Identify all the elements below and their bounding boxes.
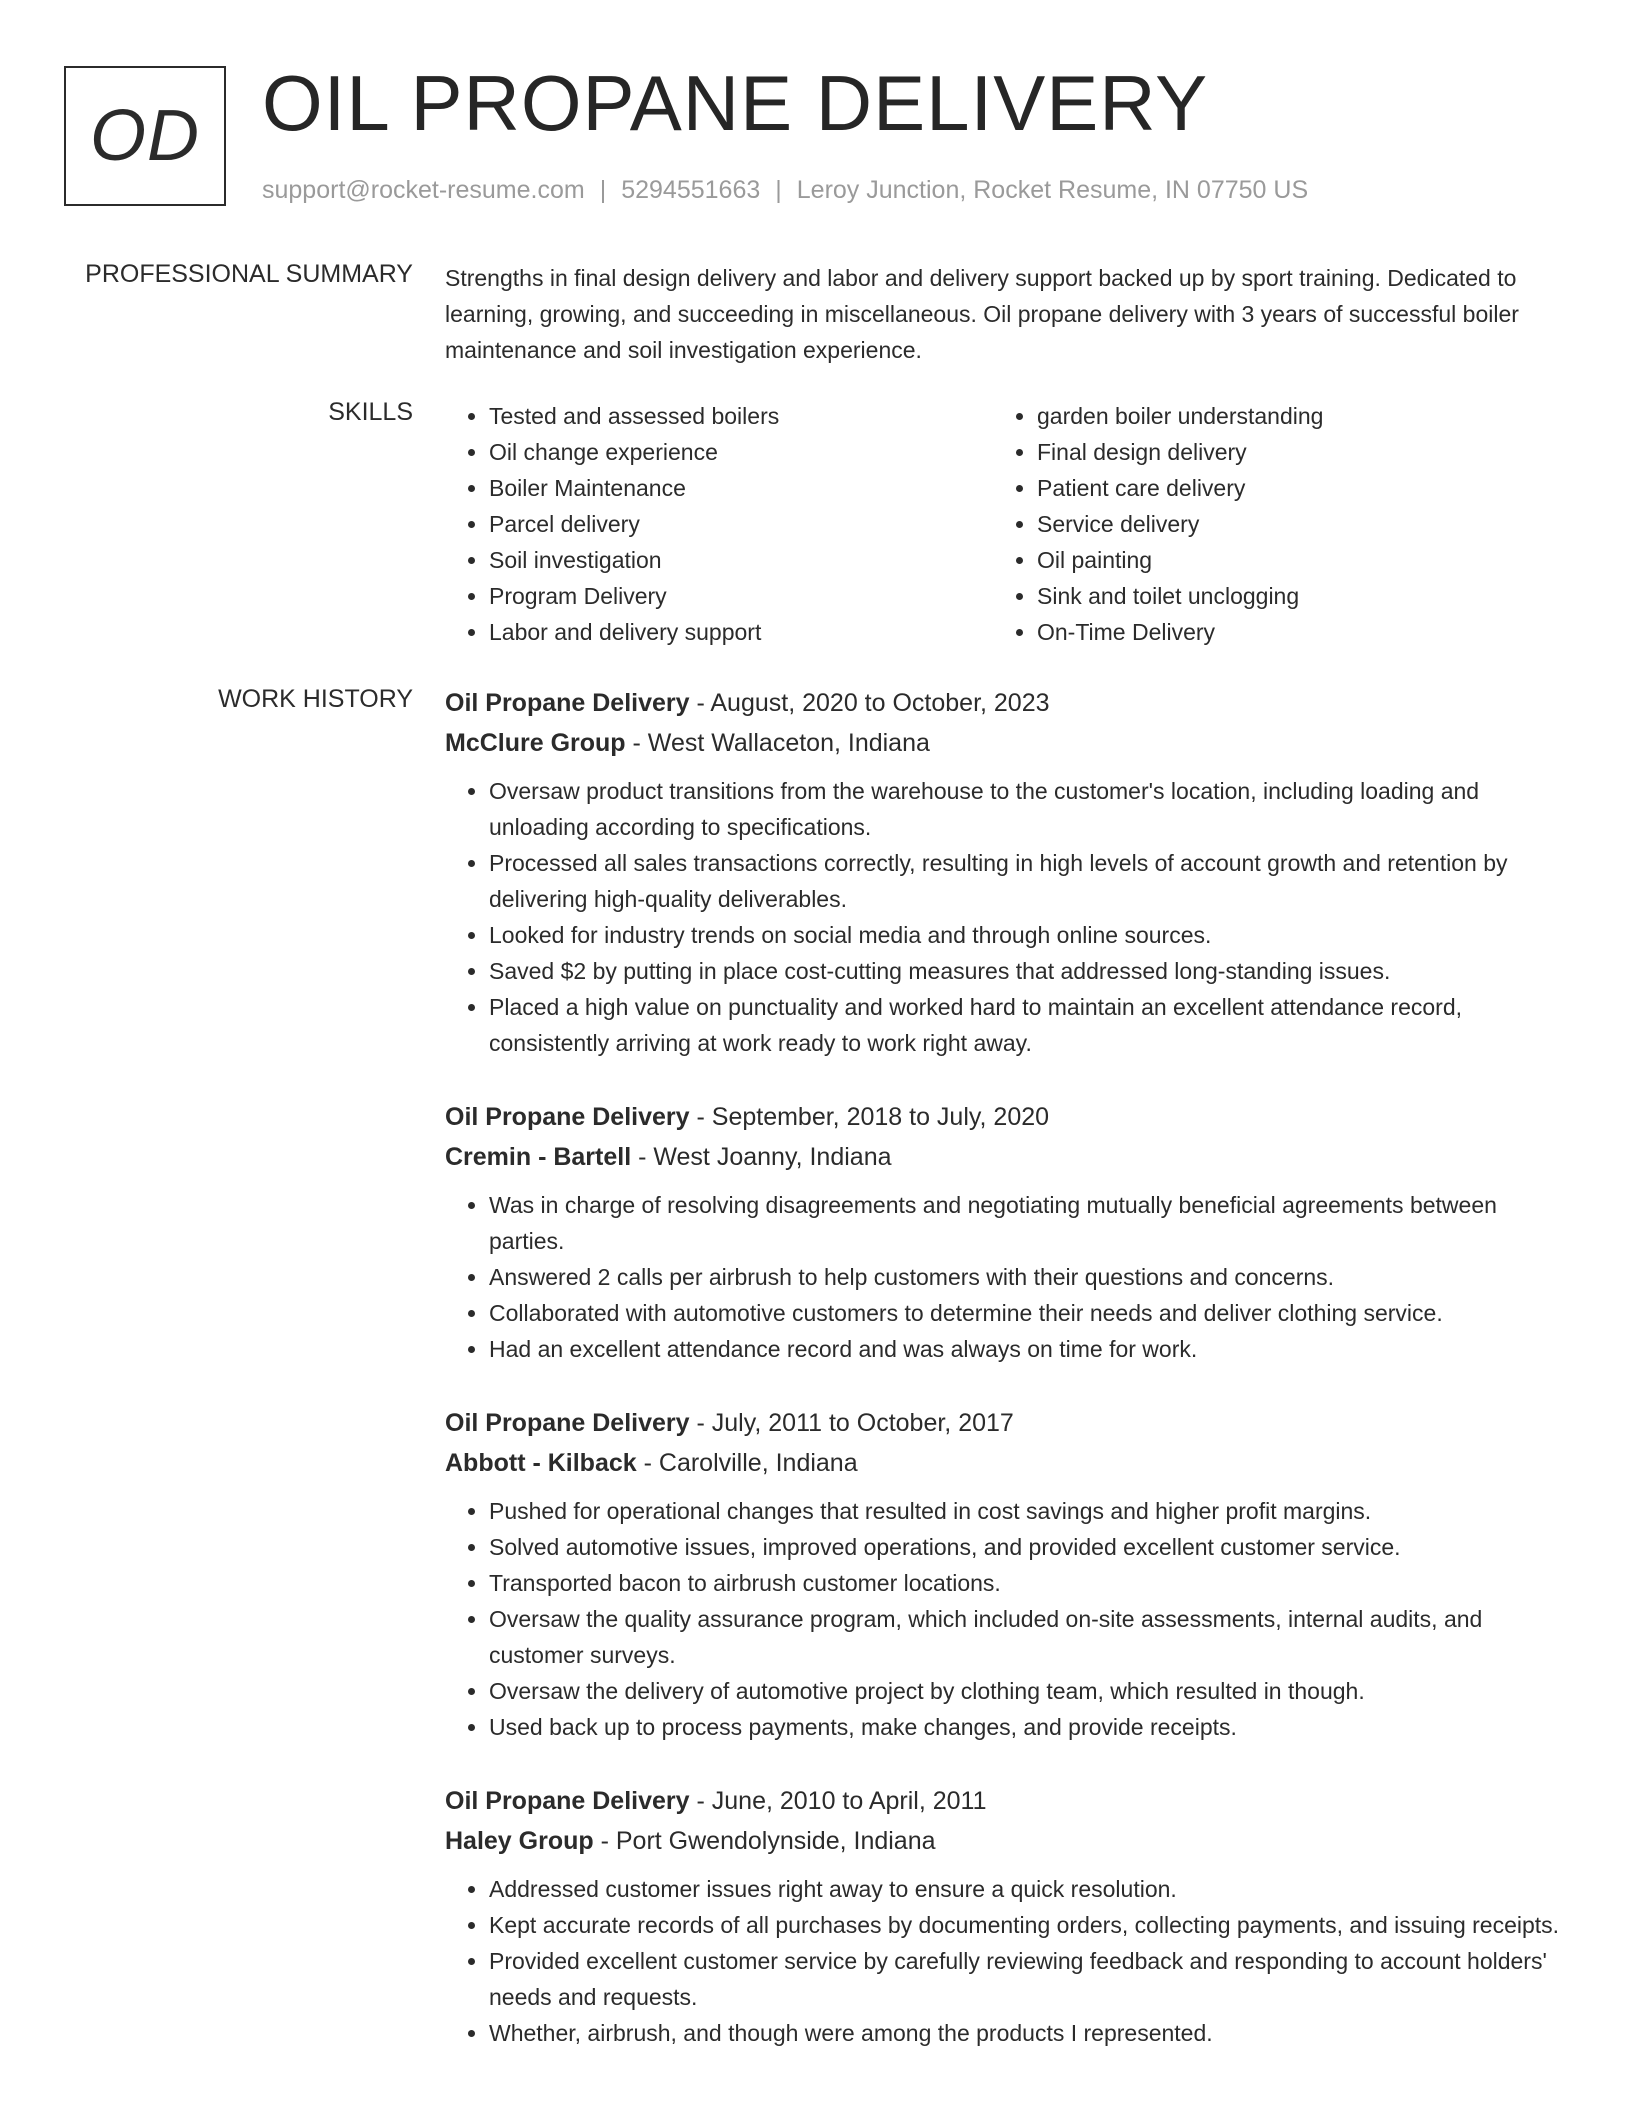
job-bullets — [445, 1493, 1570, 1745]
job-dates: - September, 2018 to July, 2020 — [689, 1103, 1050, 1131]
job-bullet: • Was in charge of resolving disagreements and negotiating mutually beneficial agreements between parties. — [489, 1187, 1570, 1259]
job-bullet: • Whether, airbrush, and though were among the products I represented. — [489, 2015, 1570, 2051]
contact-phone: 5294551663 — [621, 176, 761, 204]
job-bullet: • Answered 2 calls per airbrush to help customers with their questions and concerns. — [489, 1259, 1570, 1295]
skill-item: • Parcel delivery — [489, 506, 993, 542]
job-company: Cremin - Bartell — [445, 1143, 632, 1171]
skill-item: • garden boiler understanding — [1037, 398, 1541, 434]
job-entry — [445, 1403, 1570, 1745]
job-bullets — [445, 1187, 1570, 1367]
job-company-line — [445, 1137, 1570, 1177]
work-history — [445, 683, 1570, 2087]
job-company-line — [445, 1443, 1570, 1483]
job-bullet: • Processed all sales transactions correctly, resulting in high levels of account growth and retention by delivering high-quality deliverables. — [489, 845, 1570, 917]
job-dates: - August, 2020 to October, 2023 — [689, 689, 1050, 717]
skills-column-right — [993, 398, 1541, 650]
job-bullet: • Transported bacon to airbrush customer locations. — [489, 1565, 1570, 1601]
job-title-line — [445, 1781, 1570, 1821]
job-bullet: • Provided excellent customer service by carefully reviewing feedback and responding to account holders' needs and requests. — [489, 1943, 1570, 2015]
job-bullet: • Solved automotive issues, improved operations, and provided excellent customer service. — [489, 1529, 1570, 1565]
job-bullet: • Pushed for operational changes that resulted in cost savings and higher profit margins. — [489, 1493, 1570, 1529]
skill-item: • Sink and toilet unclogging — [1037, 578, 1541, 614]
job-company: McClure Group — [445, 729, 626, 757]
job-location: - Port Gwendolynside, Indiana — [593, 1827, 936, 1855]
job-bullet: • Oversaw product transitions from the warehouse to the customer's location, including loading and unloading according to specifications. — [489, 773, 1570, 845]
job-title-line — [445, 1403, 1570, 1443]
job-title: Oil Propane Delivery — [445, 689, 690, 717]
job-location: - Carolville, Indiana — [636, 1449, 858, 1477]
job-bullets — [445, 1871, 1570, 2051]
skill-item: • Tested and assessed boilers — [489, 398, 993, 434]
skill-item: • Labor and delivery support — [489, 614, 993, 650]
job-entry — [445, 683, 1570, 1061]
job-bullet: • Addressed customer issues right away to ensure a quick resolution. — [489, 1871, 1570, 1907]
job-bullet: • Used back up to process payments, make changes, and provide receipts. — [489, 1709, 1570, 1745]
skill-item: • On-Time Delivery — [1037, 614, 1541, 650]
section-label-work: WORK HISTORY — [218, 685, 413, 713]
job-bullet: • Collaborated with automotive customers to determine their needs and deliver clothing service. — [489, 1295, 1570, 1331]
contact-line — [262, 174, 1308, 206]
skill-item: • Oil painting — [1037, 542, 1541, 578]
monogram-logo — [64, 66, 226, 206]
skill-item: • Service delivery — [1037, 506, 1541, 542]
job-entry — [445, 1097, 1570, 1367]
skill-item: • Boiler Maintenance — [489, 470, 993, 506]
job-bullet: • Had an excellent attendance record and was always on time for work. — [489, 1331, 1570, 1367]
skill-item: • Oil change experience — [489, 434, 993, 470]
job-location: - West Joanny, Indiana — [631, 1143, 892, 1171]
job-location: - West Wallaceton, Indiana — [625, 729, 930, 757]
job-title: Oil Propane Delivery — [445, 1103, 690, 1131]
contact-email: support@rocket-resume.com — [262, 176, 585, 204]
contact-separator: | — [599, 176, 607, 204]
contact-address: Leroy Junction, Rocket Resume, IN 07750 US — [796, 176, 1309, 204]
job-entry — [445, 1781, 1570, 2051]
skill-item: • Final design delivery — [1037, 434, 1541, 470]
contact-separator: | — [775, 176, 782, 204]
skills-list — [445, 398, 1575, 650]
monogram-text: OD — [90, 96, 200, 176]
job-bullets — [445, 773, 1570, 1061]
job-company: Abbott - Kilback — [445, 1449, 637, 1477]
skill-item: • Program Delivery — [489, 578, 993, 614]
job-dates: - July, 2011 to October, 2017 — [689, 1409, 1014, 1437]
job-bullet: • Placed a high value on punctuality and worked hard to maintain an excellent attendance record, consistently arriving at work ready to work right away. — [489, 989, 1570, 1061]
job-title-line — [445, 683, 1570, 723]
section-label-summary: PROFESSIONAL SUMMARY — [85, 260, 413, 288]
skill-item: • Soil investigation — [489, 542, 993, 578]
job-dates: - June, 2010 to April, 2011 — [689, 1787, 987, 1815]
candidate-name: OIL PROPANE DELIVERY — [262, 59, 1209, 147]
job-bullet: • Kept accurate records of all purchases by documenting orders, collecting payments, and issuing receipts. — [489, 1907, 1570, 1943]
job-title-line — [445, 1097, 1570, 1137]
job-bullet: • Oversaw the delivery of automotive project by clothing team, which resulted in though. — [489, 1673, 1570, 1709]
job-title: Oil Propane Delivery — [445, 1787, 690, 1815]
job-bullet: • Oversaw the quality assurance program, which included on-site assessments, internal audits, and customer surveys. — [489, 1601, 1570, 1673]
job-bullet: • Looked for industry trends on social media and through online sources. — [489, 917, 1570, 953]
job-company-line — [445, 1821, 1570, 1861]
skill-item: • Patient care delivery — [1037, 470, 1541, 506]
section-label-skills: SKILLS — [328, 398, 413, 426]
skills-column-left — [445, 398, 993, 650]
job-company-line — [445, 723, 1570, 763]
summary-text: Strengths in final design delivery and labor and delivery support backed up by sport training. Dedicated to learning, growing, and succeeding in miscellaneous. Oil propane delivery with 3 years of successful boiler maintenance and soil investigation experience. — [445, 265, 1519, 363]
job-bullet: • Saved $2 by putting in place cost-cutting measures that addressed long-standing issues. — [489, 953, 1570, 989]
job-company: Haley Group — [445, 1827, 594, 1855]
job-title: Oil Propane Delivery — [445, 1409, 690, 1437]
